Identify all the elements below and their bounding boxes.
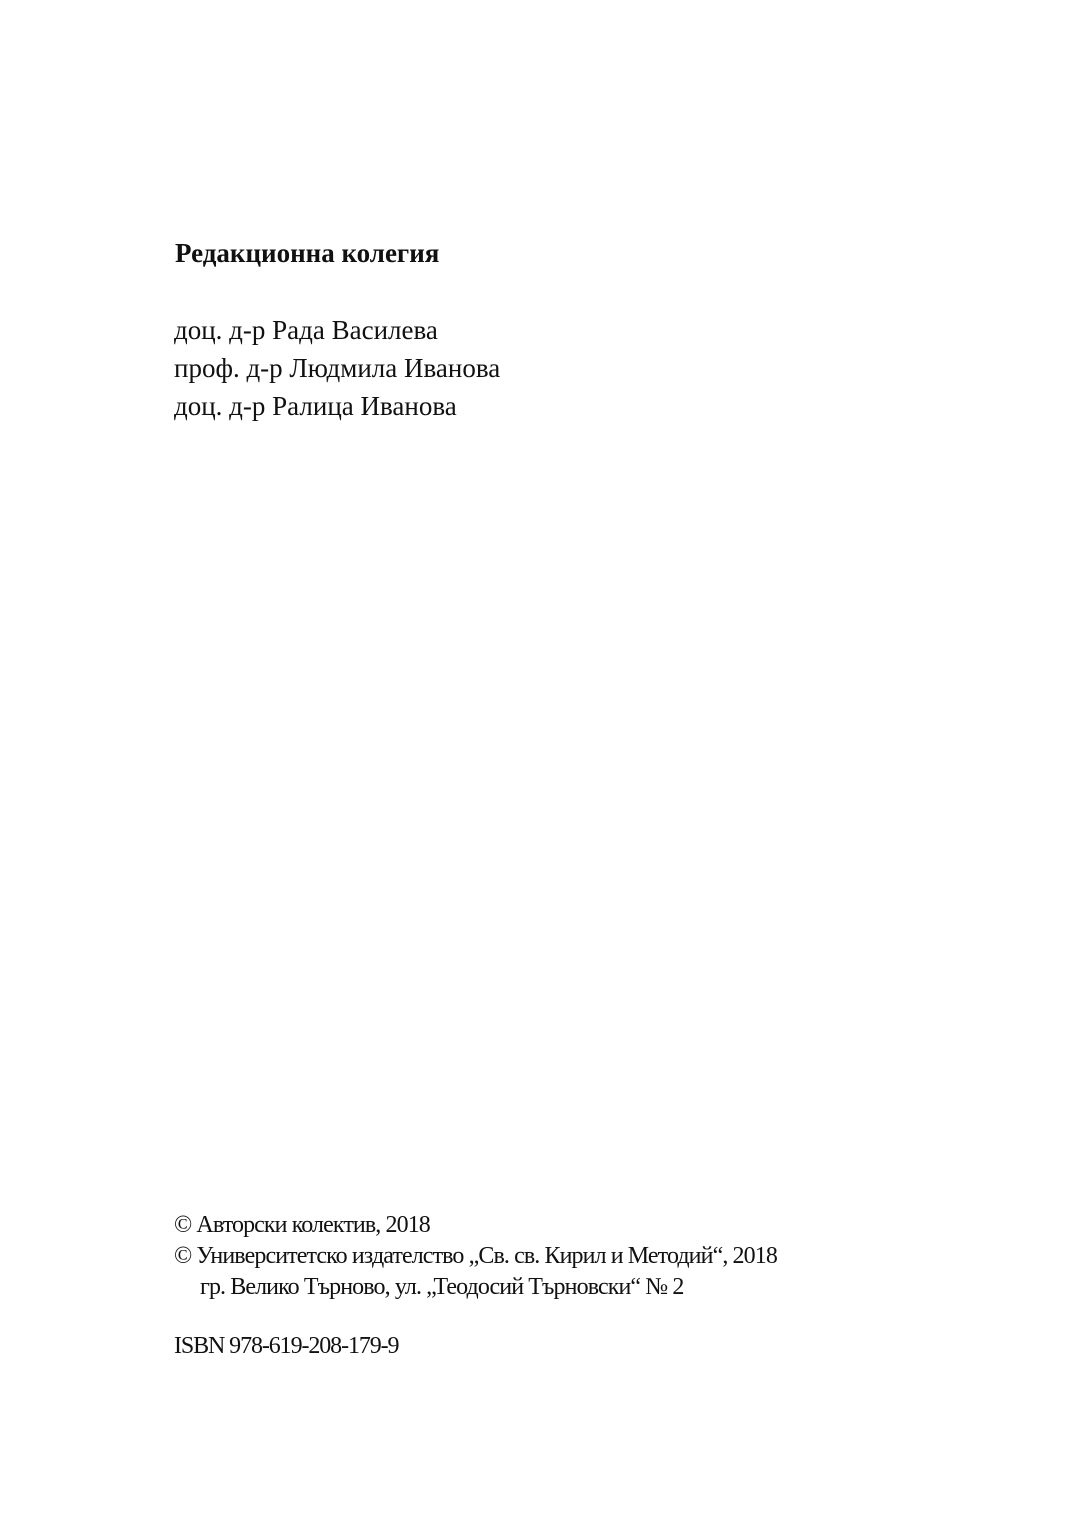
editorial-board-heading: Редакционна колегия — [175, 238, 440, 268]
editorial-board-list — [174, 311, 500, 425]
copyright-publisher: © Университетско издателство „Св. св. Кирил и Методий“, 2018 — [174, 1243, 777, 1269]
board-member: проф. д-р Людмила Иванова — [174, 353, 501, 383]
board-member: доц. д-р Ралица Иванова — [174, 391, 457, 421]
isbn: ISBN 978-619-208-179-9 — [174, 1333, 399, 1359]
imprint-block — [174, 1210, 777, 1303]
copyright-authors: © Авторски колектив, 2018 — [174, 1212, 430, 1238]
publisher-address: гр. Велико Търново, ул. „Теодосий Търновски“ № 2 — [200, 1274, 684, 1300]
board-member: доц. д-р Рада Василева — [174, 315, 438, 345]
